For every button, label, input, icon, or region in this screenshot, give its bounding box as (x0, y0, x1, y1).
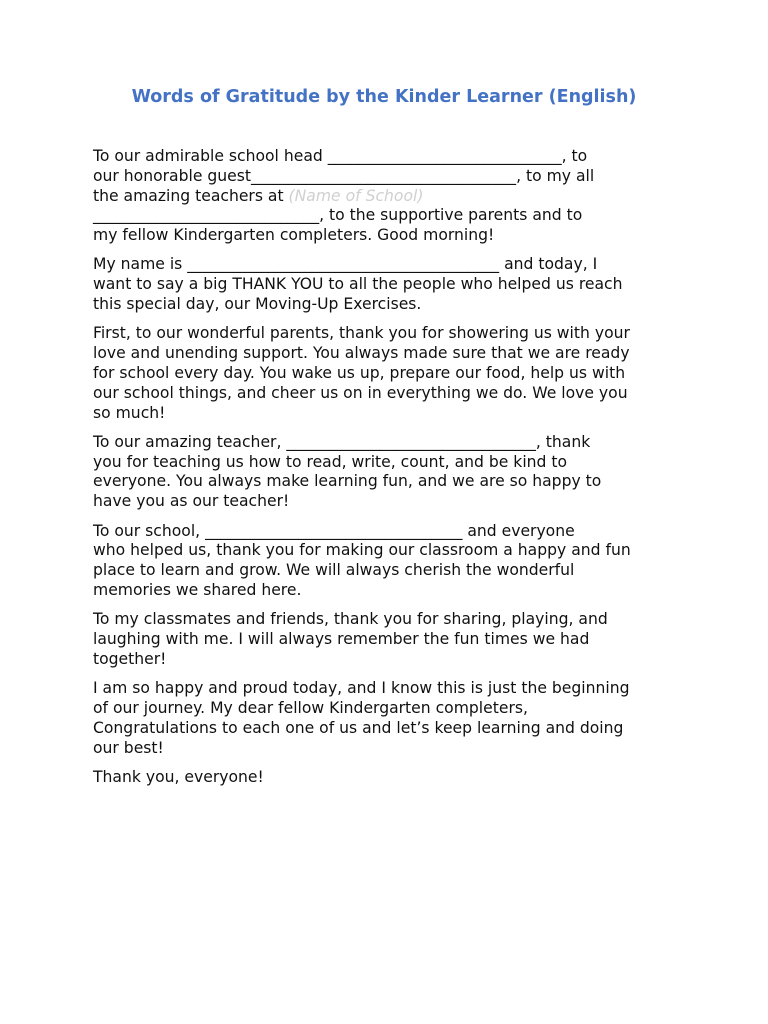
text-line: have you as our teacher! (93, 492, 290, 511)
document-title: Words of Gratitude by the Kinder Learner (English) (131, 87, 637, 107)
text-line: Congratulations to each one of us and let’s keep learning and doing (93, 718, 624, 737)
text-line: place to learn and grow. We will always cherish the wonderful (93, 561, 575, 580)
text-line: My name is ________________________________________ and today, I (93, 255, 598, 274)
text-line: laughing with me. I will always remember the fun times we had (93, 630, 590, 649)
text-line: so much! (93, 403, 166, 422)
paragraph-school (93, 522, 679, 601)
text-line: my fellow Kindergarten completers. Good morning! (93, 226, 495, 245)
text-line: this special day, our Moving-Up Exercises. (93, 295, 422, 314)
text-line: who helped us, thank you for making our classroom a happy and fun (93, 541, 631, 560)
text-line: To our amazing teacher, ________________________________, thank (93, 432, 591, 451)
text-line: our school things, and cheer us on in everything we do. We love you (93, 383, 628, 402)
text-line: First, to our wonderful parents, thank you for showering us with your (93, 324, 630, 343)
document-body (93, 147, 679, 797)
text-line: want to say a big THANK YOU to all the people who helped us reach (93, 275, 623, 294)
paragraph-teacher (93, 433, 679, 512)
text-line: you for teaching us how to read, write, count, and be kind to (93, 452, 568, 471)
text-line: our honorable guest__________________________________, to my all (93, 166, 595, 185)
text-line: together! (93, 649, 167, 668)
text-line: I am so happy and proud today, and I know this is just the beginning (93, 679, 630, 698)
paragraph-parents (93, 324, 679, 423)
text-line: _____________________________, to the supportive parents and to (93, 206, 583, 225)
text-line: for school every day. You wake us up, prepare our food, help us with (93, 363, 626, 382)
text-line (93, 187, 679, 207)
text-line: our best! (93, 738, 164, 757)
paragraph-introduction (93, 255, 679, 314)
text-line: To my classmates and friends, thank you for sharing, playing, and (93, 610, 608, 629)
paragraph-classmates (93, 610, 679, 669)
text-line: love and unending support. You always made sure that we are ready (93, 344, 630, 363)
text-line: memories we shared here. (93, 580, 302, 599)
text-line: To our school, _________________________________ and everyone (93, 521, 575, 540)
text-line: everyone. You always make learning fun, and we are so happy to (93, 472, 602, 491)
paragraph-closing (93, 679, 679, 758)
paragraph-thanks (93, 768, 679, 788)
text-fragment: the amazing teachers at (93, 186, 289, 205)
text-line: Thank you, everyone! (93, 767, 264, 786)
school-name-placeholder: (Name of School) (288, 186, 424, 205)
paragraph-greeting (93, 147, 679, 246)
text-line: of our journey. My dear fellow Kindergarten completers, (93, 698, 528, 717)
text-line: To our admirable school head ______________________________, to (93, 147, 588, 165)
